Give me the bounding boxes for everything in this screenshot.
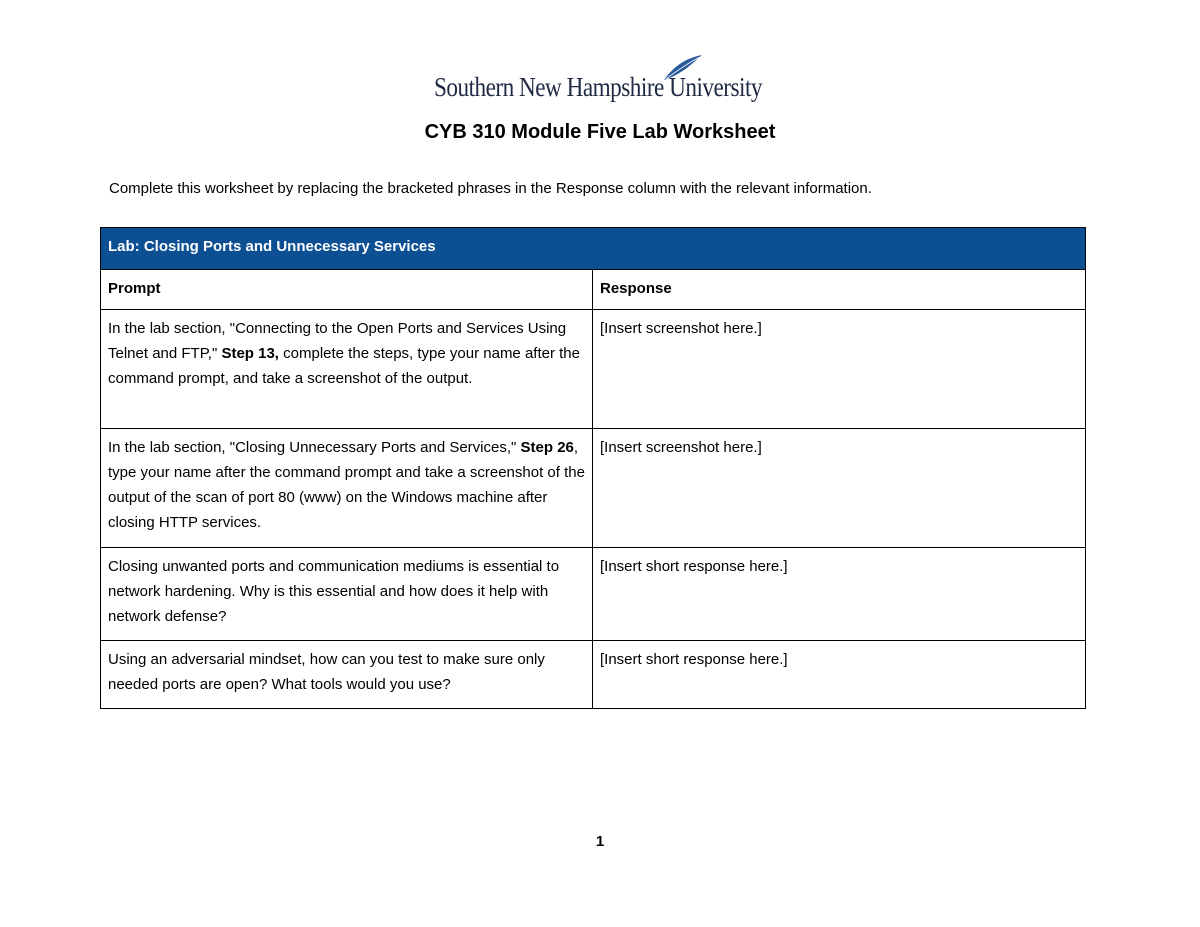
table-row: [101, 429, 1086, 548]
logo-wordmark: Southern New Hampshire University: [434, 72, 762, 102]
intro-text: Complete this worksheet by replacing the bracketed phrases in the Response column with the relevant information.: [109, 180, 872, 197]
leaf-icon: [656, 52, 706, 82]
prompt-cell: [101, 310, 593, 429]
prompt-text: In the lab section, "Connecting to the Open Ports and Services Using Telnet and FTP,": [108, 320, 567, 362]
table-row: [101, 641, 1086, 709]
section-title: Lab: Closing Ports and Unnecessary Services: [101, 228, 1086, 270]
document-title: CYB 310 Module Five Lab Worksheet: [424, 121, 776, 143]
prompt-cell: [101, 429, 593, 548]
step-label: Step 26: [520, 439, 574, 456]
prompt-cell: Using an adversarial mindset, how can you test to make sure only needed ports are open? What tools would you use?: [101, 641, 593, 709]
university-logo: [434, 52, 774, 108]
prompt-text: complete the steps, type your name after the command prompt, and take a screenshot of the output.: [108, 345, 580, 387]
prompt-cell: Closing unwanted ports and communication mediums is essential to network hardening. Why is this essential and how does it help with network defense?: [101, 548, 593, 641]
column-header-prompt: Prompt: [101, 270, 593, 310]
prompt-text: , type your name after the command prompt and take a screenshot of the output of the scan of port 80 (www) on the Windows machine after closing HTTP services.: [108, 439, 585, 531]
step-label: Step 13,: [221, 345, 279, 362]
response-cell[interactable]: [Insert short response here.]: [593, 548, 1086, 641]
response-cell[interactable]: [Insert short response here.]: [593, 641, 1086, 709]
page-number: 1: [595, 833, 605, 850]
table-row: [101, 548, 1086, 641]
response-cell[interactable]: [Insert screenshot here.]: [593, 310, 1086, 429]
column-header-response: Response: [593, 270, 1086, 310]
prompt-text: In the lab section, "Closing Unnecessary Ports and Services,": [108, 439, 521, 456]
lab-table: [100, 227, 1086, 709]
table-section-header: [101, 228, 1086, 270]
response-cell[interactable]: [Insert screenshot here.]: [593, 429, 1086, 548]
column-header-row: [101, 270, 1086, 310]
table-row: [101, 310, 1086, 429]
